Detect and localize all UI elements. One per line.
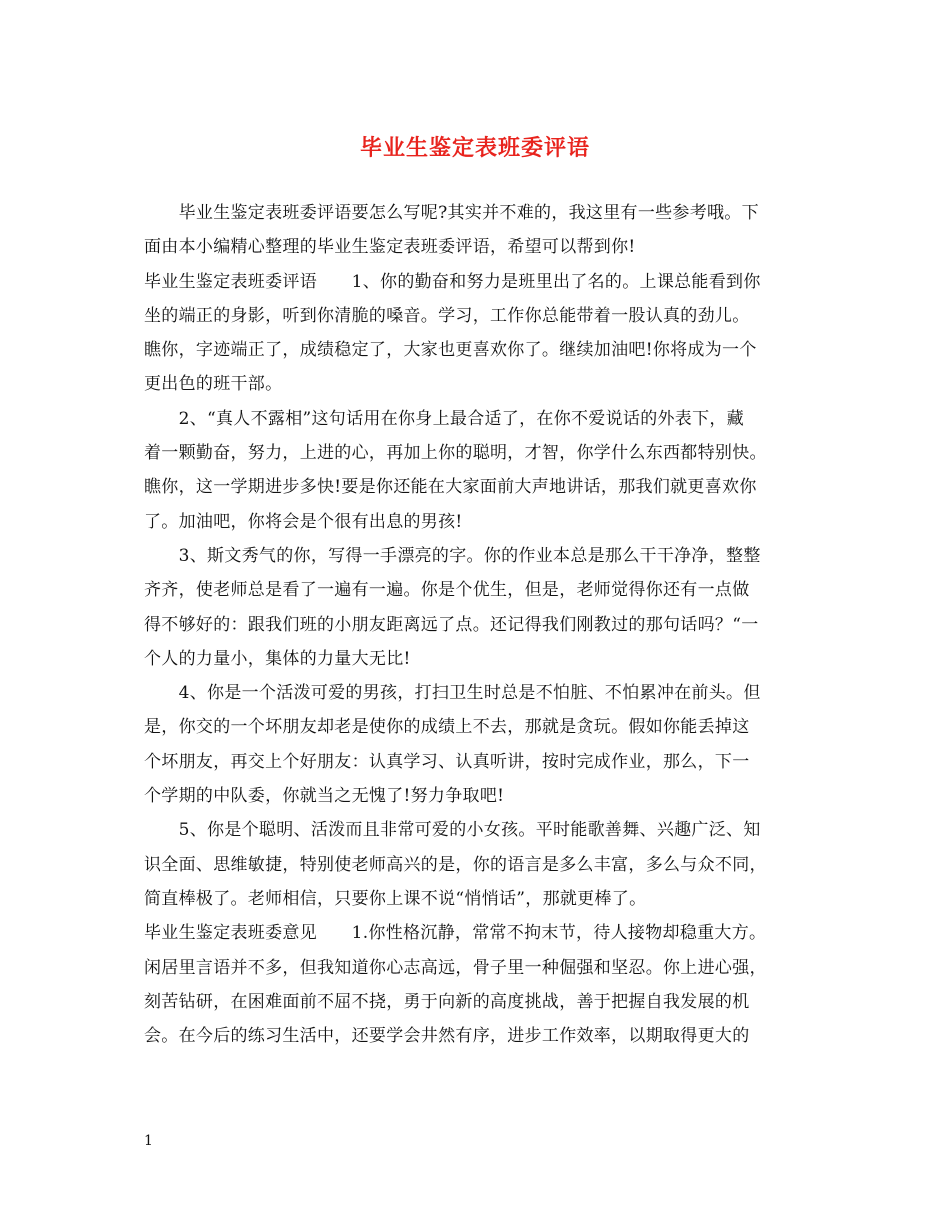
text-line: 毕业生鉴定表班委评语 1、你的勤奋和努力是班里出了名的。上课总能看到你 bbox=[144, 271, 761, 292]
text-line: 毕业生鉴定表班委评语要怎么写呢?其实并不难的，我这里有一些参考哦。下 bbox=[144, 203, 759, 223]
document-body bbox=[144, 196, 812, 1053]
text-line: 面由本小编精心整理的毕业生鉴定表班委评语，希望可以帮到你! bbox=[144, 237, 636, 258]
text-line: 简直棒极了。老师相信，只要你上课不说“悄悄话”，那就更棒了。 bbox=[144, 888, 647, 909]
document-title: 毕业生鉴定表班委评语 bbox=[359, 135, 590, 161]
text-line: 3、斯文秀气的你，写得一手漂亮的字。你的作业本总是那么干干净净，整整 bbox=[144, 545, 761, 566]
text-line: 了。加油吧，你将会是个很有出息的男孩! bbox=[144, 511, 463, 532]
text-line: 个人的力量小，集体的力量大无比! bbox=[144, 648, 411, 669]
text-line: 个坏朋友，再交上个好朋友：认真学习、认真听讲，按时完成作业，那么，下一 bbox=[144, 751, 750, 772]
page-number: 1 bbox=[144, 1133, 153, 1149]
text-line: 2、“真人不露相”这句话用在你身上最合适了，在你不爱说话的外表下，藏 bbox=[144, 408, 744, 429]
text-line: 更出色的班干部。 bbox=[144, 374, 283, 395]
text-line: 是，你交的一个坏朋友却老是使你的成绩上不去，那就是贪玩。假如你能丢掉这 bbox=[144, 717, 750, 738]
text-line: 识全面、思维敏捷，特别使老师高兴的是，你的语言是多么丰富，多么与众不同， bbox=[144, 854, 767, 875]
text-line: 4、你是一个活泼可爱的男孩，打扫卫生时总是不怕脏、不怕累冲在前头。但 bbox=[144, 683, 761, 704]
text-line: 会。在今后的练习生活中，还要学会井然有序，进步工作效率，以期取得更大的 bbox=[144, 1026, 750, 1047]
text-line: 得不够好的：跟我们班的小朋友距离远了点。还记得我们刚教过的那句话吗？“一 bbox=[144, 614, 759, 635]
text-line: 毕业生鉴定表班委意见 1.你性格沉静，常常不拘末节，待人接物却稳重大方。 bbox=[144, 923, 767, 944]
text-line: 个学期的中队委，你就当之无愧了!努力争取吧! bbox=[144, 786, 505, 807]
text-line: 瞧你，字迹端正了，成绩稳定了，大家也更喜欢你了。继续加油吧!你将成为一个 bbox=[144, 340, 757, 361]
text-line: 着一颗勤奋，努力，上进的心，再加上你的聪明，才智，你学什么东西都特别快。 bbox=[144, 443, 767, 464]
text-line: 闲居里言语并不多，但我知道你心志高远，骨子里一种倔强和坚忍。你上进心强， bbox=[144, 957, 767, 978]
text-line: 5、你是个聪明、活泼而且非常可爱的小女孩。平时能歌善舞、兴趣广泛、知 bbox=[144, 820, 761, 841]
text-line: 瞧你，这一学期进步多快!要是你还能在大家面前大声地讲话，那我们就更喜欢你 bbox=[144, 477, 757, 498]
text-line: 齐齐，使老师总是看了一遍有一遍。你是个优生，但是，老师觉得你还有一点做 bbox=[144, 580, 750, 601]
text-line: 坐的端正的身影，听到你清脆的嗓音。学习，工作你总能带着一股认真的劲儿。 bbox=[144, 305, 750, 326]
text-line: 刻苦钻研，在困难面前不屈不挠，勇于向新的高度挑战，善于把握自我发展的机 bbox=[144, 991, 750, 1012]
